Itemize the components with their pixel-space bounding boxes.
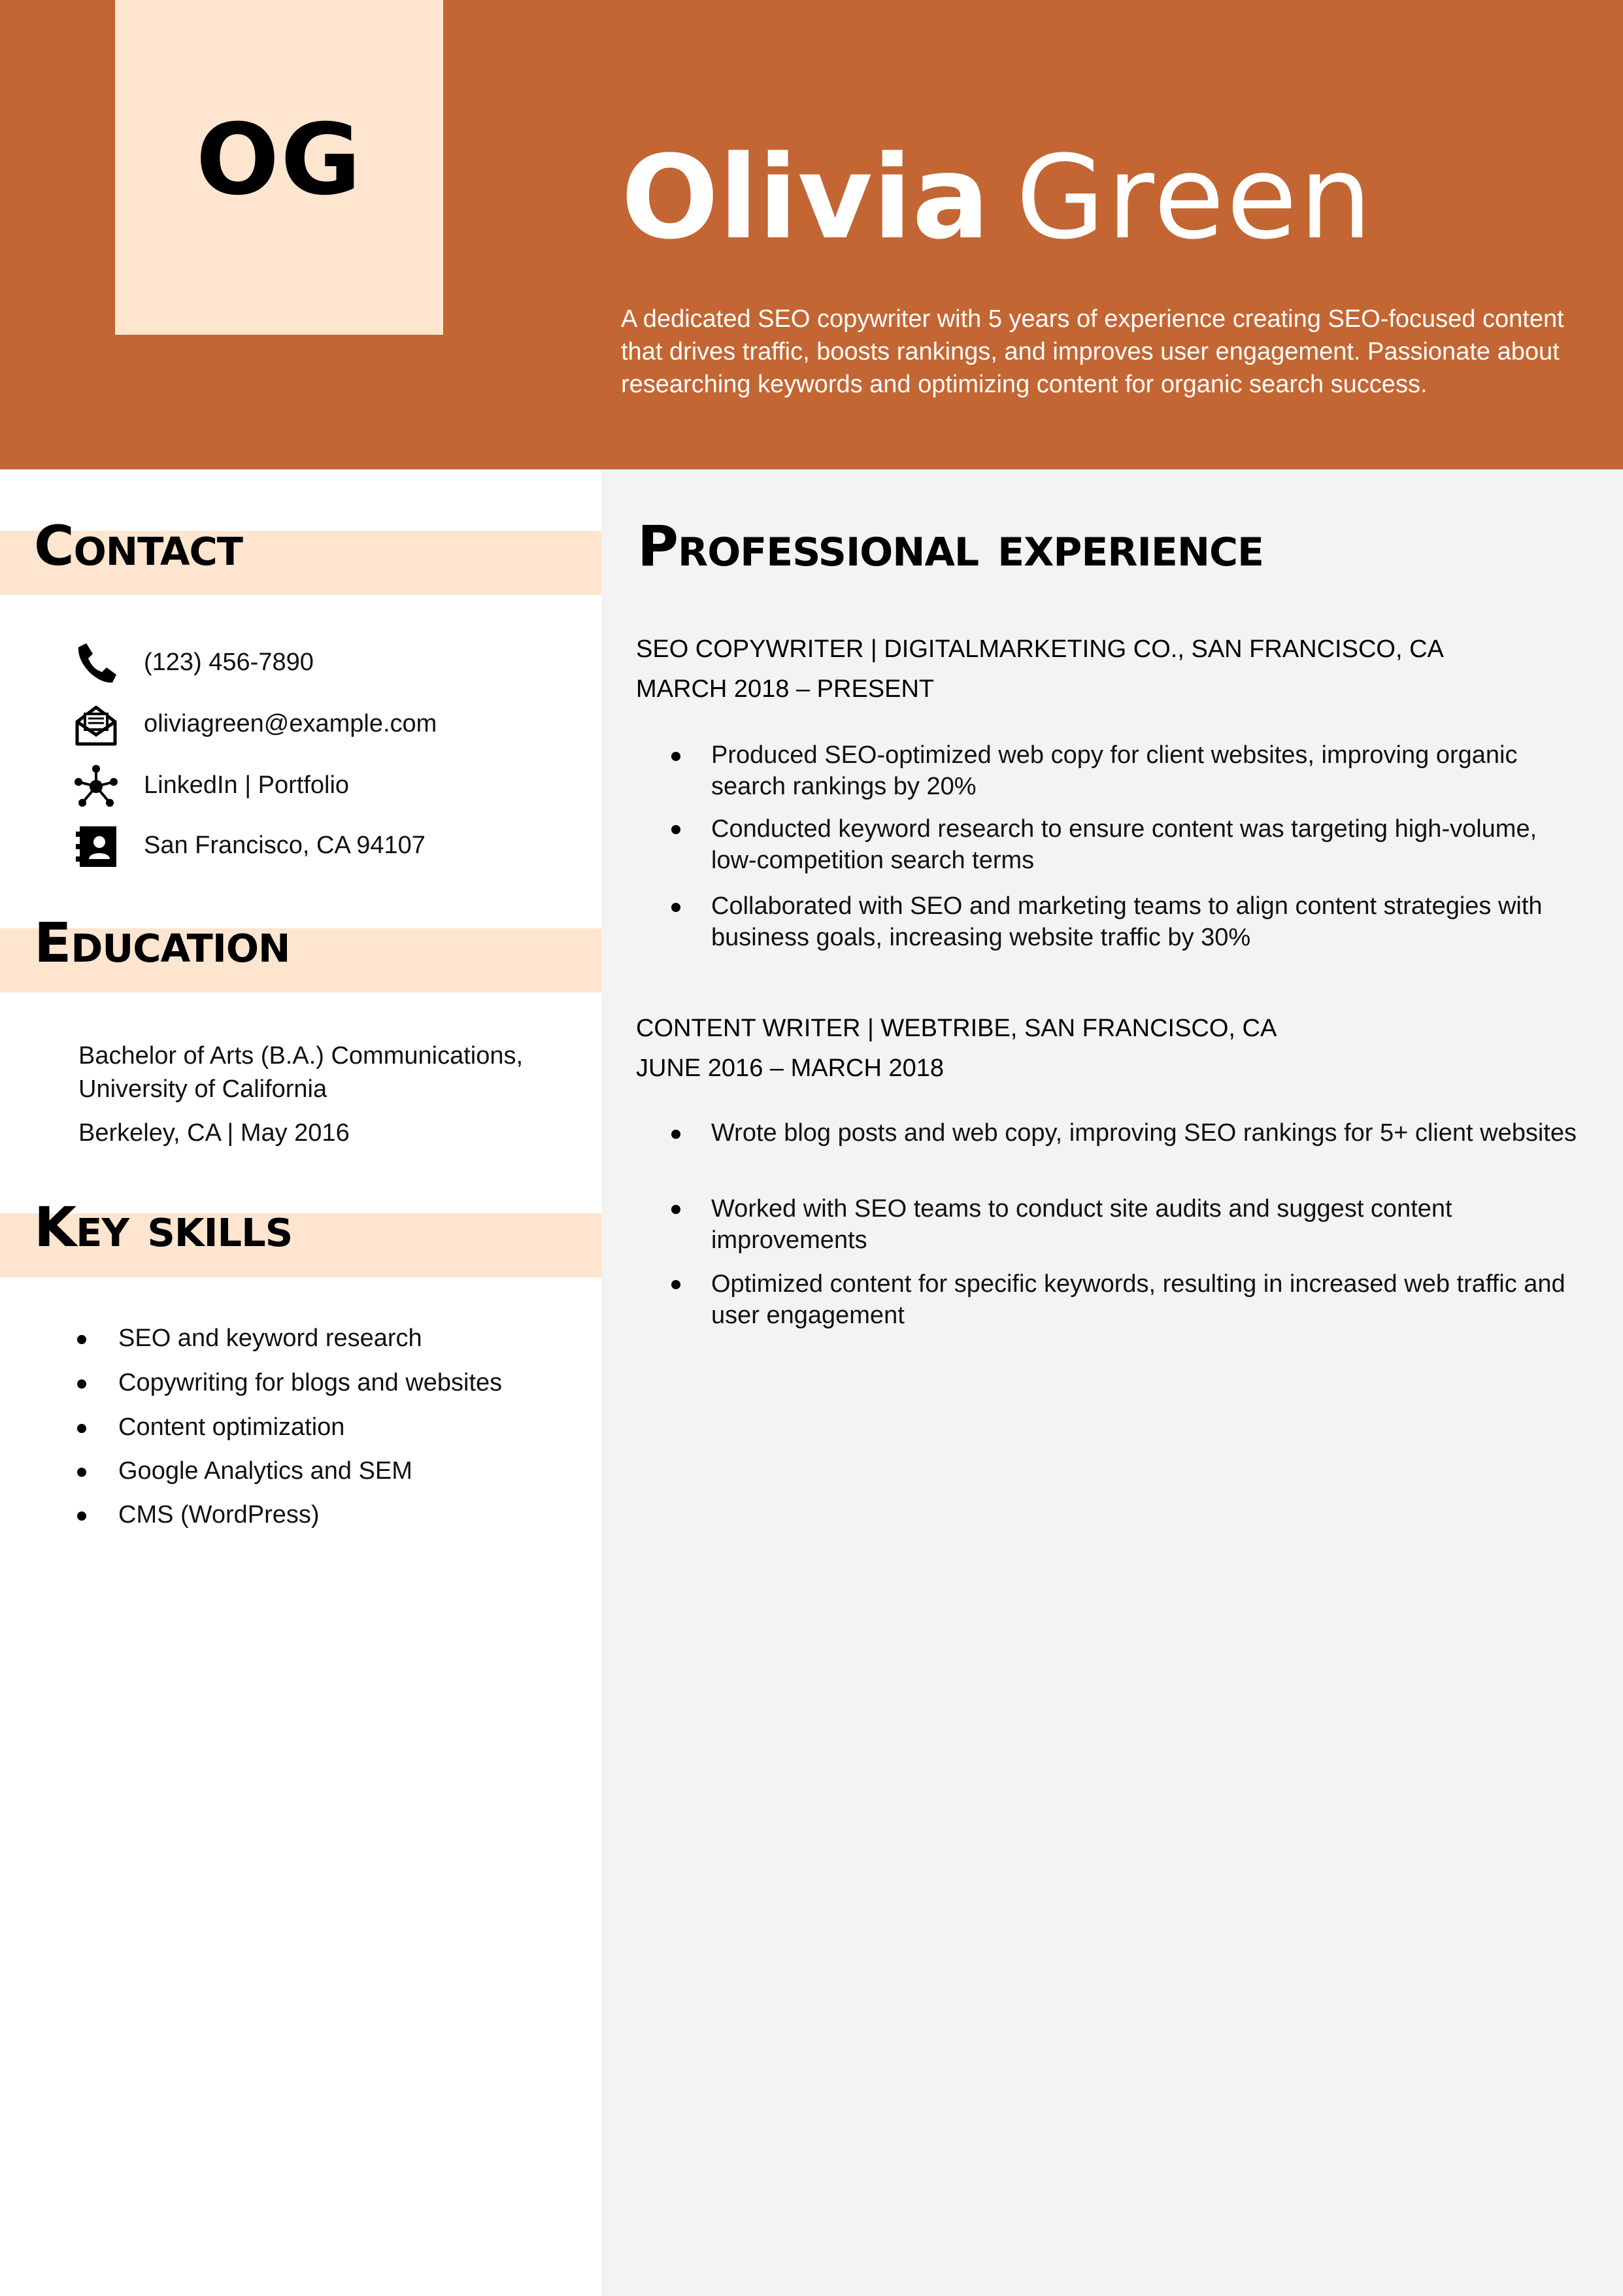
network-icon <box>73 764 119 809</box>
bullet-icon <box>77 1511 86 1521</box>
contact-email <box>73 702 596 748</box>
candidate-name <box>621 131 1375 265</box>
phone-text: (123) 456-7890 <box>144 649 314 676</box>
contact-heading: Contact <box>34 514 243 578</box>
job-dates: JUNE 2016 – MARCH 2018 <box>636 1055 944 1082</box>
bullet-icon <box>77 1468 86 1477</box>
job-bullet: Collaborated with SEO and marketing teams to align content strategies with business goals, increasing website traffic by 30% <box>711 892 1543 951</box>
job-bullet: Worked with SEO teams to conduct site audits and suggest content improvements <box>711 1195 1452 1254</box>
bullet-icon <box>77 1424 86 1433</box>
envelope-icon <box>73 702 119 748</box>
skill-item: CMS (WordPress) <box>118 1501 320 1528</box>
summary: A dedicated SEO copywriter with 5 years of experience creating SEO-focused content that drives traffic, boosts rankings, and improves user engagement. Passionate about researching keywords and optimizing content for organic search success. <box>621 305 1564 398</box>
bullet-icon <box>77 1379 86 1389</box>
contact-card-icon <box>73 824 119 869</box>
bullet-icon <box>671 1205 680 1214</box>
bullet-icon <box>671 1280 680 1289</box>
job-title: SEO COPYWRITER | DIGITALMARKETING CO., SAN FRANCISCO, CA <box>636 635 1444 663</box>
bullet-icon <box>671 1130 680 1139</box>
bullet-icon <box>77 1335 86 1344</box>
job-title: CONTENT WRITER | WEBTRIBE, SAN FRANCISCO, CA <box>636 1015 1277 1042</box>
job-bullet: Wrote blog posts and web copy, improving SEO rankings for 5+ client websites <box>711 1119 1577 1147</box>
skills-heading: Key skills <box>34 1195 293 1259</box>
job-dates: MARCH 2018 – PRESENT <box>636 675 935 703</box>
skill-item: Google Analytics and SEM <box>118 1457 412 1485</box>
bullet-icon <box>671 825 680 834</box>
contact-phone <box>73 641 596 686</box>
job-bullet: Optimized content for specific keywords, resulting in increased web traffic and user engagement <box>711 1270 1565 1329</box>
phone-icon <box>73 641 119 686</box>
first-name: Olivia <box>621 131 990 265</box>
contact-links <box>73 764 596 809</box>
education-location-date: Berkeley, CA | May 2016 <box>78 1119 350 1147</box>
last-name: Green <box>1016 131 1375 265</box>
monogram: OG <box>195 103 363 217</box>
job-bullet: Conducted keyword research to ensure content was targeting high-volume, low-competition search terms <box>711 815 1537 874</box>
header-banner <box>0 0 1623 469</box>
links-text: LinkedIn | Portfolio <box>144 771 350 799</box>
address-text: San Francisco, CA 94107 <box>144 832 426 859</box>
email-text: oliviagreen@example.com <box>144 710 437 737</box>
monogram-box <box>115 0 443 335</box>
education-degree: Bachelor of Arts (B.A.) Communications, <box>78 1042 524 1070</box>
skill-item: Copywriting for blogs and websites <box>118 1369 503 1396</box>
contact-address <box>73 824 596 869</box>
job-bullet: Produced SEO-optimized web copy for client websites, improving organic search rankings by 20% <box>711 741 1518 800</box>
education-heading: Education <box>34 911 290 975</box>
bullet-icon <box>671 903 680 912</box>
skill-item: Content optimization <box>118 1413 345 1441</box>
bullet-icon <box>671 752 680 761</box>
education-school: University of California <box>78 1075 327 1103</box>
skill-item: SEO and keyword research <box>118 1325 422 1352</box>
experience-heading: Professional experience <box>637 514 1264 579</box>
